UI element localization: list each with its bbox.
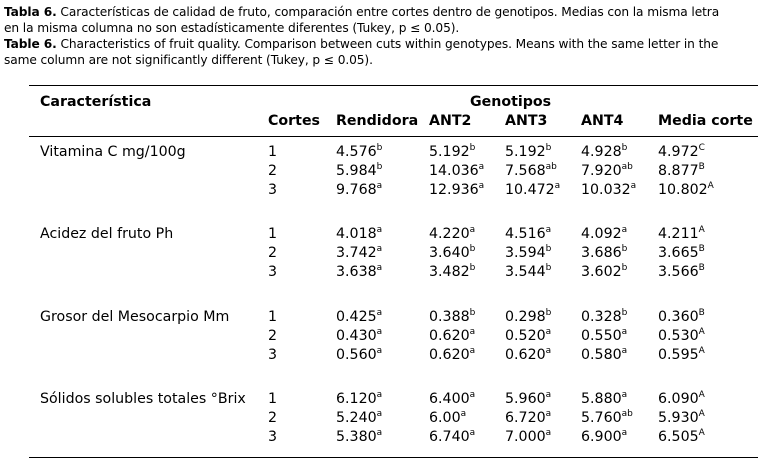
mean-value: [336, 346, 382, 364]
caption-en-line-1: [4, 36, 782, 52]
mean-value: [658, 162, 705, 180]
value-number: 0.550: [581, 328, 622, 344]
significance-letter: A: [698, 346, 705, 356]
significance-letter: A: [707, 181, 714, 191]
value-number: 0.620: [429, 328, 470, 344]
significance-letter: b: [376, 143, 383, 153]
value-number: 5.240: [336, 410, 377, 426]
value-number: 6.400: [429, 391, 470, 407]
column-header: Rendidora: [336, 113, 419, 129]
mean-value: [429, 409, 466, 427]
mean-value: [505, 308, 551, 326]
table-top-rule: [29, 85, 758, 86]
significance-letter: B: [698, 244, 705, 254]
significance-letter: b: [545, 308, 552, 318]
value-number: 0.388: [429, 309, 470, 325]
mean-value: [336, 327, 382, 345]
significance-letter: A: [698, 225, 705, 235]
mean-value: [581, 225, 627, 243]
significance-letter: a: [469, 225, 476, 235]
value-number: 3.482: [429, 264, 470, 280]
table-caption: [4, 4, 782, 68]
value-number: 10.472: [505, 182, 555, 198]
table-bottom-rule: [29, 457, 758, 458]
significance-letter: a: [376, 390, 383, 400]
mean-value: [581, 263, 627, 281]
significance-letter: a: [545, 409, 552, 419]
value-number: 0.530: [658, 328, 699, 344]
mean-value: [658, 428, 705, 446]
value-number: 5.984: [336, 163, 377, 179]
value-number: 0.620: [429, 347, 470, 363]
value-number: 12.936: [429, 182, 479, 198]
mean-value: [505, 143, 551, 161]
significance-letter: b: [621, 308, 628, 318]
value-number: 7.568: [505, 163, 546, 179]
mean-value: [429, 143, 475, 161]
significance-letter: ab: [621, 162, 633, 172]
mean-value: [505, 162, 557, 180]
mean-value: [429, 181, 484, 199]
value-number: 4.516: [505, 226, 546, 242]
column-header: Cortes: [268, 113, 321, 129]
mean-value: [505, 225, 551, 243]
corte-number: 2: [268, 163, 278, 179]
significance-letter: a: [621, 390, 628, 400]
corte-number: 1: [268, 309, 278, 325]
significance-letter: a: [376, 225, 383, 235]
caption-es-label: Tabla 6.: [4, 5, 57, 19]
significance-letter: B: [698, 263, 705, 273]
mean-value: [581, 390, 627, 408]
significance-letter: a: [376, 327, 383, 337]
significance-letter: b: [469, 143, 476, 153]
mean-value: [336, 390, 382, 408]
mean-value: [581, 162, 633, 180]
significance-letter: b: [621, 244, 628, 254]
corte-number: 1: [268, 391, 278, 407]
mean-value: [581, 143, 627, 161]
mean-value: [336, 409, 382, 427]
value-number: 10.802: [658, 182, 708, 198]
mean-value: [658, 346, 705, 364]
caption-es-line-2: en la misma columna no son estadísticamente diferentes (Tukey, p ≤ 0.05).: [4, 21, 460, 35]
value-number: 10.032: [581, 182, 631, 198]
significance-letter: a: [478, 162, 485, 172]
value-number: 6.120: [336, 391, 377, 407]
value-number: 5.760: [581, 410, 622, 426]
mean-value: [336, 308, 382, 326]
value-number: 5.380: [336, 429, 377, 445]
value-number: 4.972: [658, 144, 699, 160]
value-number: 4.928: [581, 144, 622, 160]
value-number: 6.740: [429, 429, 470, 445]
mean-value: [581, 244, 627, 262]
corte-number: 2: [268, 328, 278, 344]
mean-value: [429, 327, 475, 345]
mean-value: [505, 390, 551, 408]
mean-value: [505, 428, 551, 446]
significance-letter: a: [469, 346, 476, 356]
mean-value: [658, 143, 705, 161]
significance-letter: a: [376, 244, 383, 254]
value-number: 0.425: [336, 309, 377, 325]
value-number: 9.768: [336, 182, 377, 198]
value-number: 0.595: [658, 347, 699, 363]
characteristic-label: Grosor del Mesocarpio Mm: [40, 309, 230, 325]
column-header: ANT2: [429, 113, 472, 129]
significance-letter: a: [469, 390, 476, 400]
value-number: 3.566: [658, 264, 699, 280]
significance-letter: b: [469, 308, 476, 318]
characteristic-label: Sólidos solubles totales °Brix: [40, 391, 246, 407]
value-number: 4.092: [581, 226, 622, 242]
corte-number: 2: [268, 245, 278, 261]
header-genotipos: Genotipos: [470, 94, 552, 110]
significance-letter: a: [376, 409, 383, 419]
mean-value: [581, 346, 627, 364]
significance-letter: b: [469, 244, 476, 254]
value-number: 3.640: [429, 245, 470, 261]
significance-letter: b: [545, 244, 552, 254]
significance-letter: a: [376, 308, 383, 318]
mean-value: [336, 225, 382, 243]
significance-letter: b: [621, 143, 628, 153]
value-number: 0.560: [336, 347, 377, 363]
mean-value: [336, 428, 382, 446]
significance-letter: a: [545, 327, 552, 337]
mean-value: [658, 263, 705, 281]
mean-value: [336, 143, 382, 161]
significance-letter: B: [698, 162, 705, 172]
corte-number: 2: [268, 410, 278, 426]
mean-value: [336, 244, 382, 262]
value-number: 0.328: [581, 309, 622, 325]
significance-letter: a: [545, 346, 552, 356]
value-number: 0.520: [505, 328, 546, 344]
significance-letter: b: [376, 162, 383, 172]
mean-value: [658, 225, 705, 243]
corte-number: 1: [268, 144, 278, 160]
value-number: 5.960: [505, 391, 546, 407]
column-header: Media corte: [658, 113, 753, 129]
characteristic-label: Acidez del fruto Ph: [40, 226, 174, 242]
significance-letter: a: [376, 181, 383, 191]
mean-value: [505, 409, 551, 427]
significance-letter: a: [376, 346, 383, 356]
corte-number: 3: [268, 182, 278, 198]
value-number: 7.920: [581, 163, 622, 179]
significance-letter: b: [545, 143, 552, 153]
value-number: 7.000: [505, 429, 546, 445]
significance-letter: a: [478, 181, 485, 191]
significance-letter: a: [621, 327, 628, 337]
value-number: 6.505: [658, 429, 699, 445]
significance-letter: a: [554, 181, 561, 191]
value-number: 3.544: [505, 264, 546, 280]
value-number: 6.720: [505, 410, 546, 426]
mean-value: [581, 409, 633, 427]
corte-number: 1: [268, 226, 278, 242]
significance-letter: C: [698, 143, 705, 153]
caption-en-label: Table 6.: [4, 37, 57, 51]
mean-value: [505, 181, 560, 199]
mean-value: [336, 263, 382, 281]
value-number: 3.594: [505, 245, 546, 261]
corte-number: 3: [268, 429, 278, 445]
corte-number: 3: [268, 347, 278, 363]
significance-letter: b: [621, 263, 628, 273]
significance-letter: ab: [621, 409, 633, 419]
significance-letter: a: [376, 428, 383, 438]
value-number: 3.638: [336, 264, 377, 280]
mean-value: [658, 390, 705, 408]
significance-letter: A: [698, 327, 705, 337]
mean-value: [336, 162, 382, 180]
significance-letter: A: [698, 428, 705, 438]
mean-value: [658, 181, 714, 199]
significance-letter: a: [621, 428, 628, 438]
value-number: 4.220: [429, 226, 470, 242]
value-number: 3.602: [581, 264, 622, 280]
significance-letter: A: [698, 390, 705, 400]
value-number: 0.620: [505, 347, 546, 363]
value-number: 5.192: [429, 144, 470, 160]
corte-number: 3: [268, 264, 278, 280]
significance-letter: B: [698, 308, 705, 318]
significance-letter: a: [545, 390, 552, 400]
significance-letter: A: [698, 409, 705, 419]
value-number: 4.576: [336, 144, 377, 160]
value-number: 14.036: [429, 163, 479, 179]
value-number: 0.580: [581, 347, 622, 363]
header-rule: [29, 136, 758, 137]
significance-letter: a: [621, 225, 628, 235]
significance-letter: a: [469, 428, 476, 438]
value-number: 6.900: [581, 429, 622, 445]
mean-value: [658, 327, 705, 345]
value-number: 5.192: [505, 144, 546, 160]
mean-value: [429, 428, 475, 446]
significance-letter: a: [545, 428, 552, 438]
value-number: 3.742: [336, 245, 377, 261]
value-number: 6.090: [658, 391, 699, 407]
mean-value: [336, 181, 382, 199]
caption-es-text-1: Características de calidad de fruto, comparación entre cortes dentro de genotipos. Medias con la misma letra: [56, 5, 720, 19]
significance-letter: b: [545, 263, 552, 273]
significance-letter: ab: [545, 162, 557, 172]
value-number: 5.880: [581, 391, 622, 407]
value-number: 4.018: [336, 226, 377, 242]
significance-letter: a: [469, 327, 476, 337]
value-number: 3.665: [658, 245, 699, 261]
mean-value: [505, 327, 551, 345]
mean-value: [658, 308, 705, 326]
value-number: 6.00: [429, 410, 461, 426]
value-number: 0.360: [658, 309, 699, 325]
significance-letter: a: [621, 346, 628, 356]
column-header: ANT3: [505, 113, 548, 129]
caption-en-text-1: Characteristics of fruit quality. Comparison between cuts within genotypes. Means with the same letter in the: [56, 37, 719, 51]
significance-letter: a: [376, 263, 383, 273]
value-number: 0.430: [336, 328, 377, 344]
mean-value: [658, 409, 705, 427]
significance-letter: a: [630, 181, 637, 191]
mean-value: [505, 244, 551, 262]
value-number: 3.686: [581, 245, 622, 261]
mean-value: [505, 346, 551, 364]
mean-value: [429, 308, 475, 326]
value-number: 0.298: [505, 309, 546, 325]
significance-letter: a: [545, 225, 552, 235]
mean-value: [505, 263, 551, 281]
mean-value: [429, 390, 475, 408]
caption-es-line-1: [4, 4, 782, 20]
value-number: 4.211: [658, 226, 699, 242]
mean-value: [581, 308, 627, 326]
mean-value: [581, 327, 627, 345]
significance-letter: a: [460, 409, 467, 419]
value-number: 5.930: [658, 410, 699, 426]
mean-value: [429, 244, 475, 262]
mean-value: [429, 263, 475, 281]
mean-value: [658, 244, 705, 262]
column-header: ANT4: [581, 113, 624, 129]
header-characteristic: Característica: [40, 94, 152, 110]
characteristic-label: Vitamina C mg/100g: [40, 144, 186, 160]
mean-value: [581, 428, 627, 446]
significance-letter: b: [469, 263, 476, 273]
mean-value: [429, 346, 475, 364]
mean-value: [429, 225, 475, 243]
mean-value: [581, 181, 636, 199]
caption-en-line-2: same column are not significantly different (Tukey, p ≤ 0.05).: [4, 53, 373, 67]
mean-value: [429, 162, 484, 180]
value-number: 8.877: [658, 163, 699, 179]
